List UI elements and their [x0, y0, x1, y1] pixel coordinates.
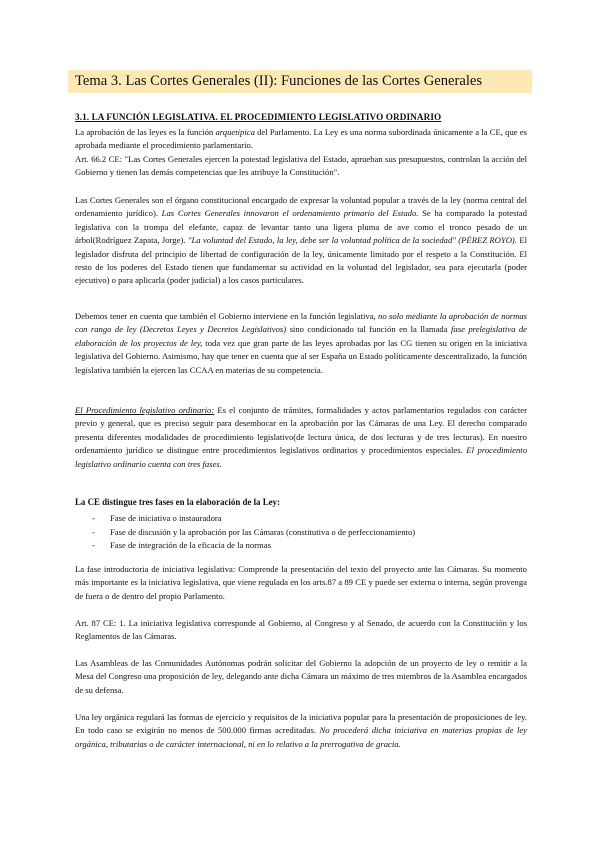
text-run: toda vez que gran parte de las leyes aprobadas por las CG tienen su origen en la iniciativa legislativa del Gobierno. Asimismo, hay que tener en cuenta que al ser España un Estado políticamente descentralizado, la función legislativa también la ejercen las CCAA en materias de su competencia.	[75, 337, 527, 375]
paragraph-intro	[75, 126, 527, 153]
text-run: del Parlamento. La Ley es una norma subordinada únicamente a la CE, que es aprobada mediante el procedimiento parlamentario.	[75, 127, 527, 151]
list-item-text: Fase de iniciativa o instauradora	[110, 513, 222, 523]
text-run: Se ha comparado la potestad legislativa con la trompa del elefante, capaz de levantar tanto una ligera pluma de ave como el tronco pesado de un árbol(Rodríguez Zapata, Jorge).	[75, 208, 527, 246]
text-run-italic: arquetípica	[215, 127, 255, 137]
text-run: Es el conjunto de trámites, formalidades y actos parlamentarios regulados con carácter previo y general, que es preciso seguir para desembocar en la aprobación por las Cámaras de una Ley. El derecho comparado presenta diferentes modalidades de procedimiento legislativo(de lectura única, de dos lecturas y de tres lecturas). En nuestro ordenamiento jurídico se distingue entre procedimientos legislativos ordinarios y procedimientos especiales.	[75, 405, 527, 456]
page-title: Tema 3. Las Cortes Generales (II): Funciones de las Cortes Generales	[75, 73, 483, 89]
text-run-italic: no solo mediante la aprobación de normas con rango de ley (Decretos Leyes y Decretos Legislativos)	[75, 311, 528, 335]
text-run: Debemos tener en cuenta que también el Gobierno interviene en la función legislativa,	[75, 311, 379, 321]
text-run: sino condicionado tal función en la llamada	[286, 324, 451, 335]
text-run: El legislador disfruta del principio de libertad de configuración de la ley, únicamente limitado por el respeto a la Constitución. El resto de los poderes del Estado tienen que fundamentar su actividad en la voluntad del legislador, sea para ejecutarla (poder ejecutivo) o para aplicarla (poder judicial) a los casos particulares.	[75, 235, 527, 286]
text-run-italic: fase prelegislativa de elaboración de los proyectos de ley,	[75, 324, 527, 348]
phases-heading: La CE distingue tres fases en la elaboración de la Ley:	[75, 497, 280, 507]
paragraph-art87: Art. 87 CE: 1. La iniciativa legislativa corresponde al Gobierno, al Congreso y al Senado, de acuerdo con la Constitución y los Reglamentos de las Cámaras.	[75, 618, 527, 642]
list-item-text: Fase de integración de la eficacia de la normas	[110, 540, 271, 551]
list-item: - Fase de discusión y la aprobación por las Cámaras (constitutiva o de perfeccionamiento)	[92, 526, 416, 537]
paragraph-procedimiento	[75, 404, 527, 471]
text-run: Las Cortes Generales son el órgano constitucional encargado de expresar la voluntad popular a través de la ley (norma central del ordenamiento jurídico).	[75, 195, 527, 219]
paragraph-cortes	[75, 194, 527, 288]
paragraph-asambleas: Las Asambleas de las Comunidades Autónomas podrán solicitar del Gobierno la adopción de un proyecto de ley o remitir a la Mesa del Congreso una proposición de ley, delegando ante dicha Cámara un máximo de tres miembros de la Asamblea encargados de su defensa.	[75, 658, 527, 695]
text-run: La aprobación de las leyes es la función	[75, 127, 216, 137]
phases-list	[92, 512, 415, 553]
text-run-italic: Las Cortes Generales innovaron el ordenamiento primario del Estado.	[161, 208, 419, 219]
list-item: - Fase de iniciativa o instauradora	[92, 513, 222, 523]
text-run-underlined: El Procedimiento legislativo ordinario:	[75, 405, 215, 415]
paragraph-art66: Art. 66.2 CE: "Las Cortes Generales ejercen la potestad legislativa del Estado, aprueban sus presupuestos, controlan la acción del Gobierno y tienen las demás competencias que les atribuye la Constitución".	[75, 154, 527, 178]
paragraph-gobierno	[75, 310, 527, 377]
list-item: - Fase de integración de la eficacia de la normas	[92, 540, 271, 551]
paragraph-fase-introductoria: La fase introductoria de iniciativa legislativa: Comprende la presentación del texto del proyecto ante las Cámaras. Su momento más importante es la iniciativa legislativa, que viene regulada en los arts.87 a 89 CE y puede ser externa o interna, según provenga de fuera o de dentro del propio Parlamento.	[75, 564, 527, 601]
text-run: Una ley orgánica regulará las formas de ejercicio y requisitos de la iniciativa popular para la presentación de proposiciones de ley. En todo caso se exigirán no menos de 500.000 firmas acreditadas.	[75, 712, 527, 736]
text-run-italic: El procedimiento legislativo ordinario cuenta con tres fases.	[75, 445, 528, 469]
text-run-italic: "La voluntad del Estado, la ley, debe ser la voluntad política de la sociedad" (PÉREZ ROYO).	[187, 235, 517, 246]
text-run-italic: No procederá dicha iniciativa en materias propias de ley orgánica, tributarias o de carácter internacional, ni en lo relativo a la prerrogativa de gracia.	[75, 725, 527, 749]
section-heading: 3.1. LA FUNCIÓN LEGISLATIVA. EL PROCEDIMIENTO LEGISLATIVO ORDINARIO	[75, 112, 442, 122]
list-item-text: Fase de discusión y la aprobación por las Cámaras (constitutiva o de perfeccionamiento)	[110, 526, 416, 537]
paragraph-iniciativa-popular	[75, 711, 527, 751]
